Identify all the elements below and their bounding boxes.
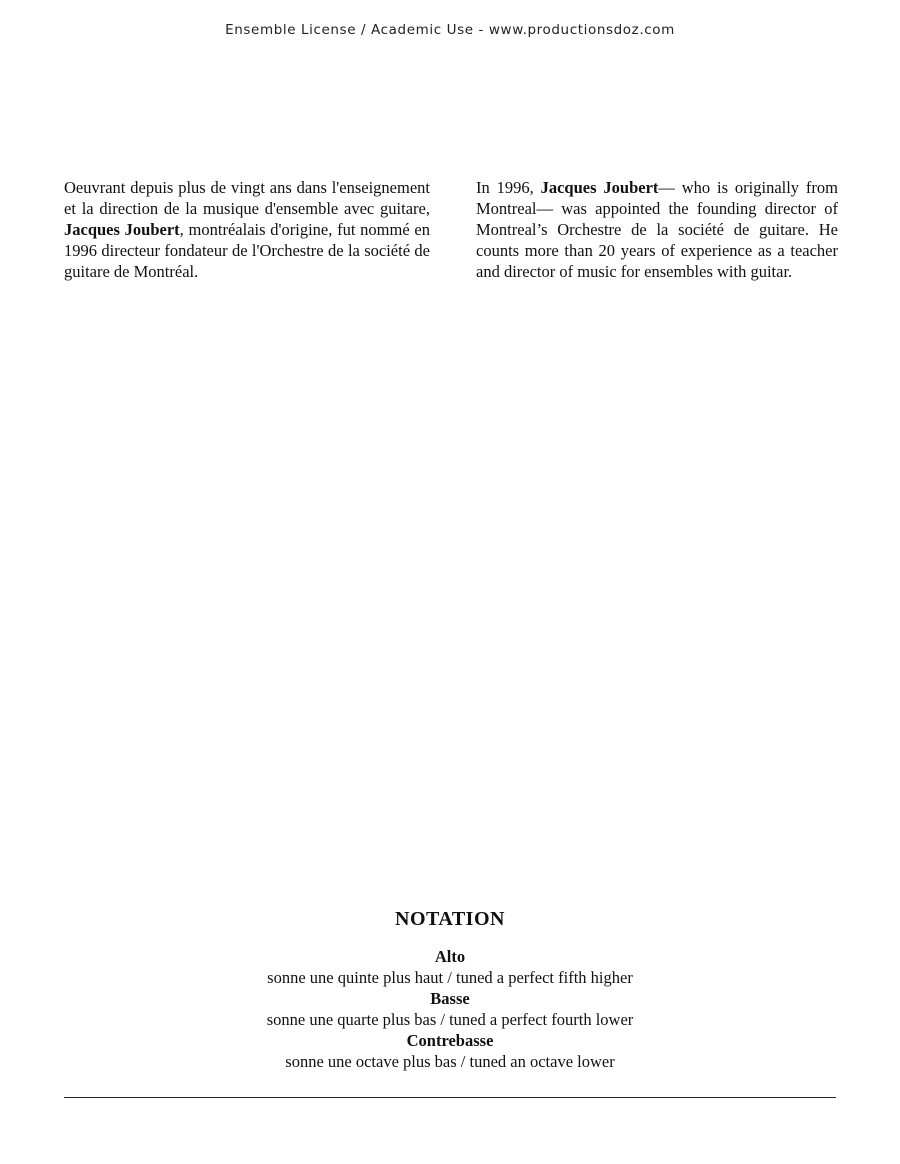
voice-description-contrebasse: sonne une octave plus bas / tuned an octave lower xyxy=(285,1052,615,1071)
french-bio-name: Jacques Joubert xyxy=(64,220,180,239)
voice-name-basse: Basse xyxy=(430,989,470,1008)
english-bio-name: Jacques Joubert xyxy=(540,178,659,197)
voice-name-contrebasse: Contrebasse xyxy=(406,1031,494,1050)
voice-name-alto: Alto xyxy=(434,947,466,966)
french-bio-text-end: , montréalais d'origine, fut nommé en 1996 directeur fondateur de l'Orchestre de la société de guitare de Montréal. xyxy=(64,220,430,281)
footer-divider xyxy=(64,1097,836,1098)
french-bio-text-start: Oeuvrant depuis plus de vingt ans dans l'enseignement et la direction de la musique d'ensemble avec guitare, xyxy=(64,178,430,218)
notation-section xyxy=(0,906,900,1072)
english-bio-text-start: In 1996, xyxy=(476,178,541,197)
voice-description-basse: sonne une quarte plus bas / tuned a perfect fourth lower xyxy=(266,1010,634,1029)
english-bio-paragraph xyxy=(476,177,838,282)
license-header: Ensemble License / Academic Use - www.productionsdoz.com xyxy=(225,22,675,38)
notation-title: NOTATION xyxy=(395,908,505,930)
english-bio-text-end: — who is originally from Montreal— was appointed the founding director of Montreal’s Orchestre de la société de guitare. He counts more than 20 years of experience as a teacher and director of music for ensembles with guitar. xyxy=(476,178,838,281)
voice-description-alto: sonne une quinte plus haut / tuned a perfect fifth higher xyxy=(267,968,633,987)
french-bio-paragraph xyxy=(64,177,430,282)
